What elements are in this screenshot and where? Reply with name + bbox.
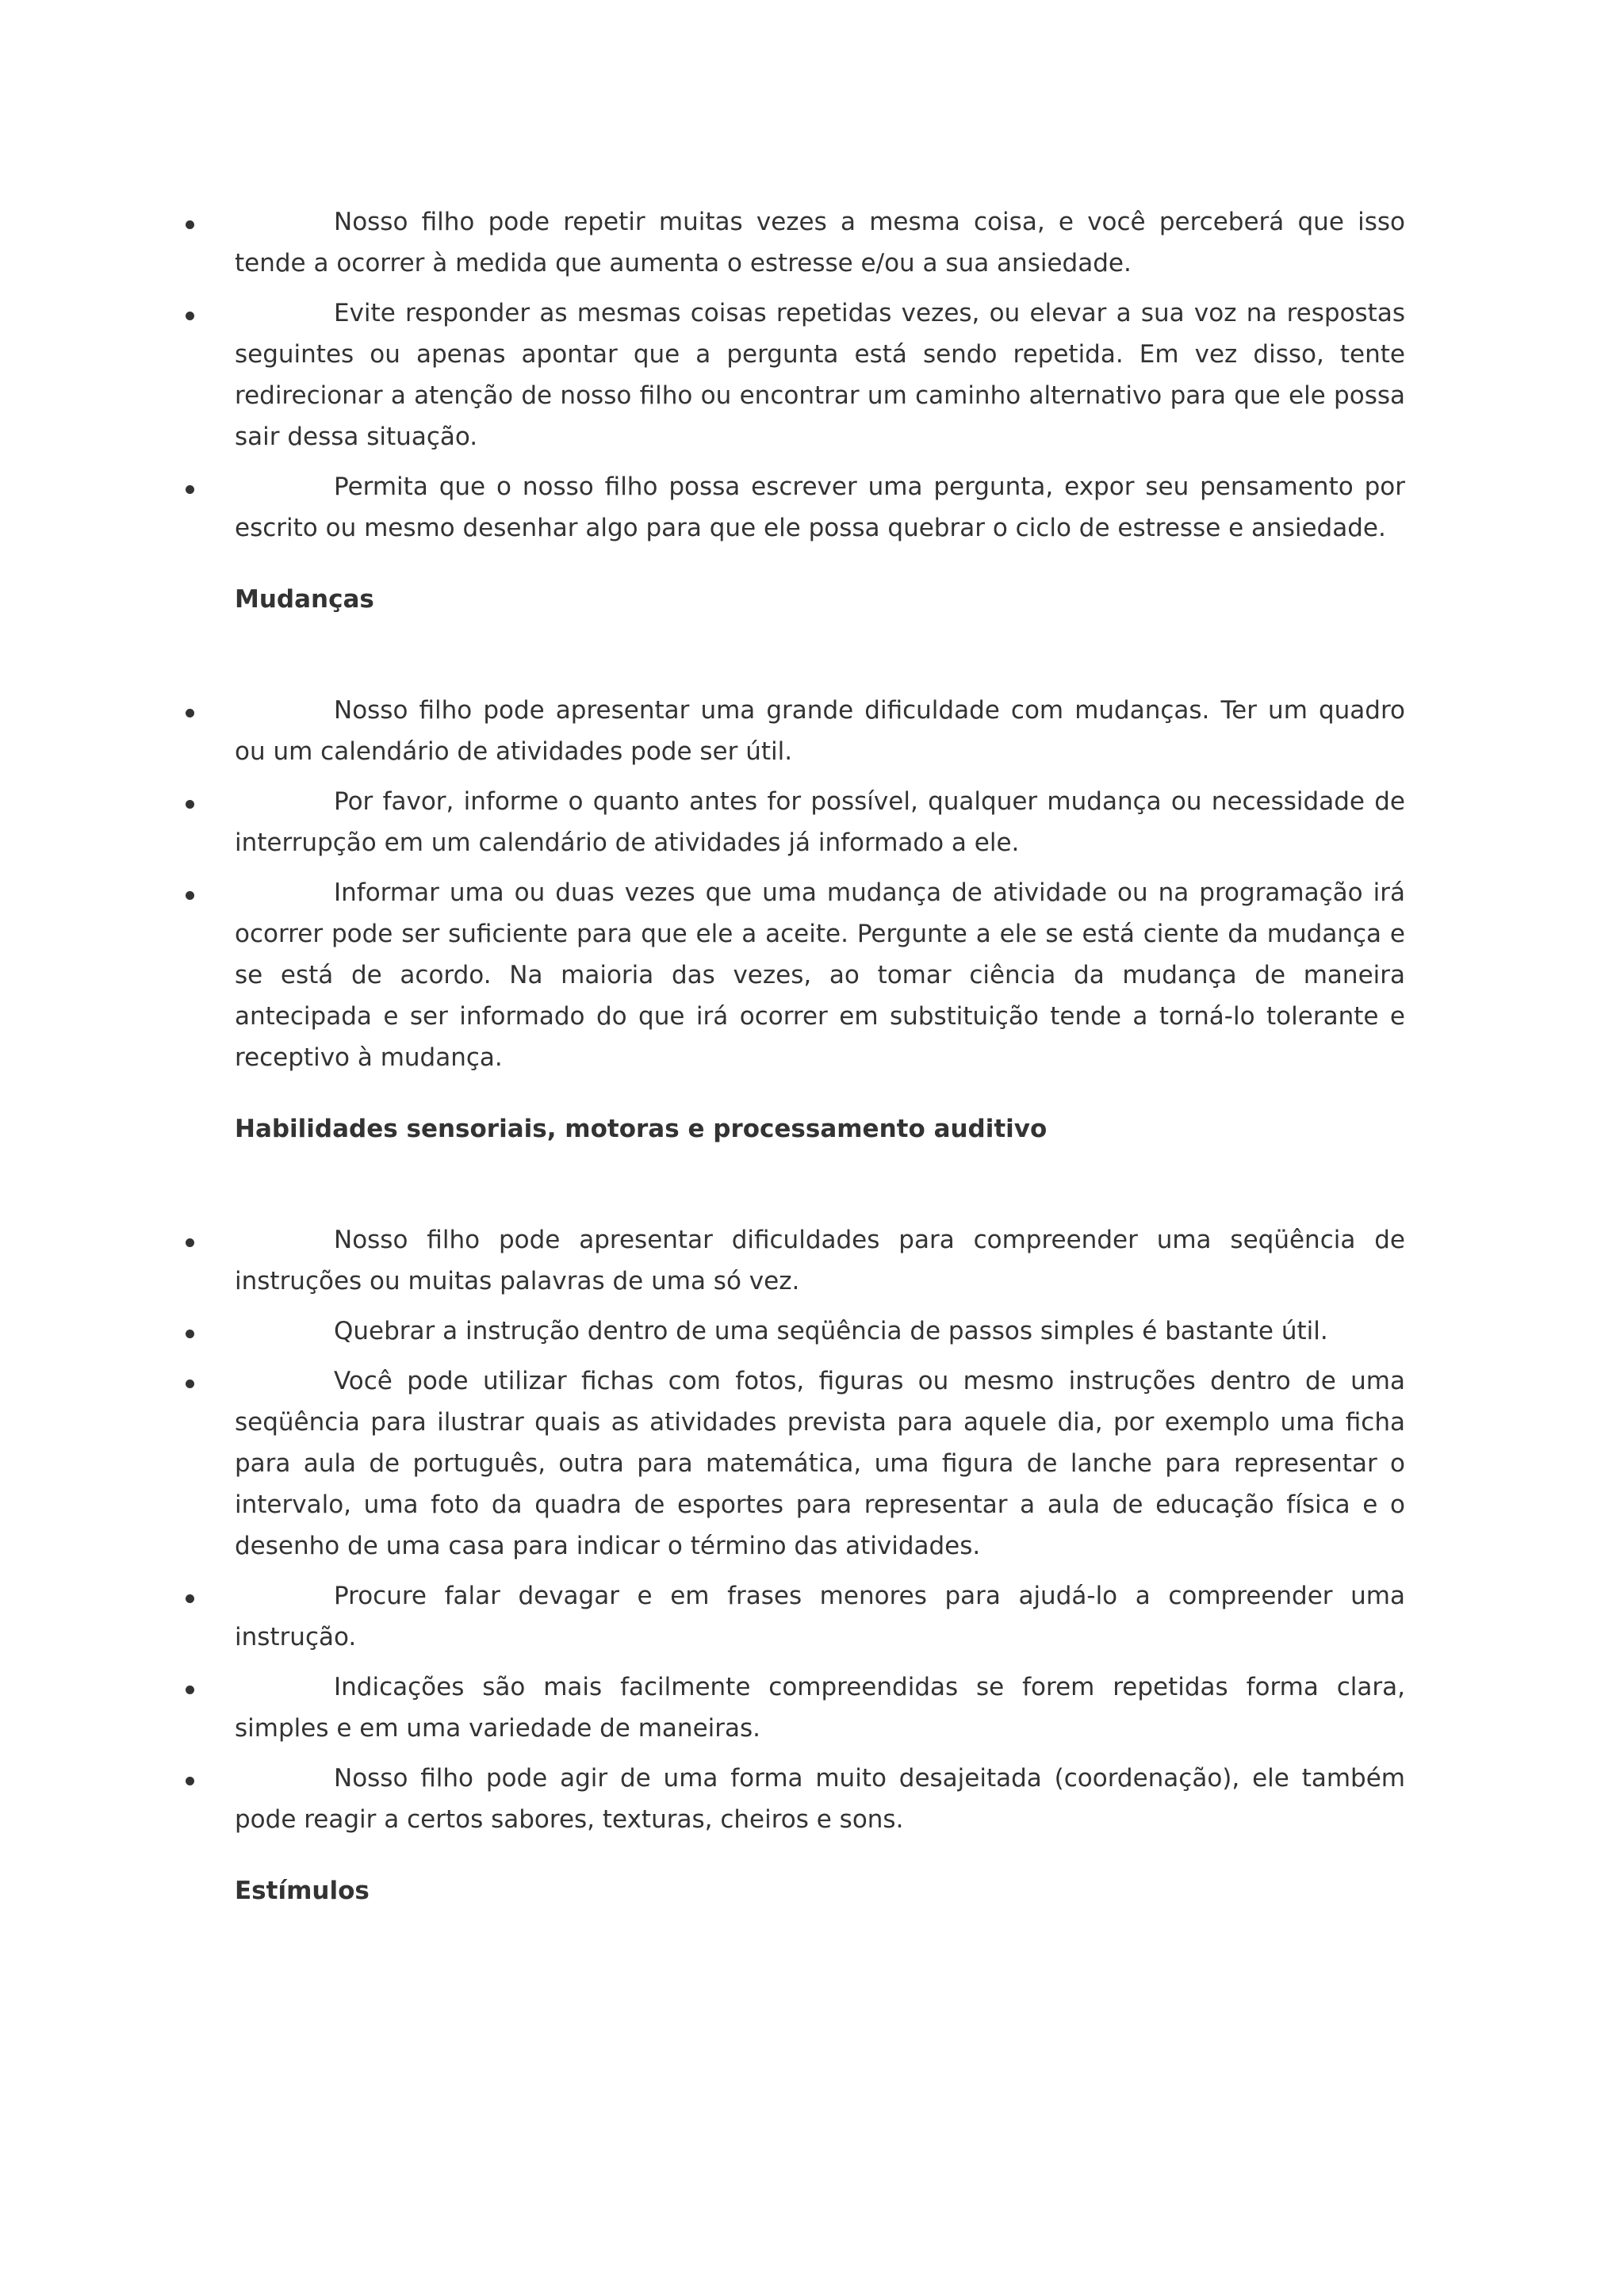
section-spacer <box>235 1150 1405 1219</box>
section-heading-mudancas: Mudanças <box>235 585 374 614</box>
list-item-text: Procure falar devagar e em frases menores para ajudá-lo a compreender uma instrução. <box>235 1582 1405 1651</box>
section-spacer <box>235 620 1405 690</box>
list-item <box>235 293 1405 457</box>
bullet-list-habilidades <box>235 1219 1405 1840</box>
list-item <box>235 1667 1405 1749</box>
bullet-list-mudancas <box>235 690 1405 1078</box>
list-item <box>235 1758 1405 1840</box>
list-item-text: Informar uma ou duas vezes que uma mudança de atividade ou na programação irá ocorrer pode ser suficiente para que ele a aceite. Pergunte a ele se está ciente da mudança e se está de acordo. Na maioria das vezes, ao tomar ciência da mudança de maneira antecipada e ser informado do que irá ocorrer em substituição tende a torná-lo tolerante e receptivo à mudança. <box>235 878 1405 1072</box>
list-item <box>235 1311 1405 1352</box>
list-item-text: Nosso filho pode apresentar dificuldades para compreender uma seqüência de instruções ou muitas palavras de uma só vez. <box>235 1226 1405 1295</box>
bullet-icon <box>186 891 194 900</box>
section-heading-estimulos: Estímulos <box>235 1877 370 1905</box>
list-item-text: Quebrar a instrução dentro de uma seqüência de passos simples é bastante útil. <box>334 1317 1328 1345</box>
list-item-text: Permita que o nosso filho possa escrever uma pergunta, expor seu pensamento por escrito ou mesmo desenhar algo para que ele possa quebrar o ciclo de estresse e ansiedade. <box>235 473 1405 542</box>
list-item-text: Por favor, informe o quanto antes for possível, qualquer mudança ou necessidade de interrupção em um calendário de atividades já informado a ele. <box>235 787 1405 857</box>
list-item-text: Nosso filho pode apresentar uma grande dificuldade com mudanças. Ter um quadro ou um calendário de atividades pode ser útil. <box>235 696 1405 766</box>
bullet-icon <box>186 1380 194 1388</box>
document-content <box>235 201 1405 1911</box>
bullet-list-intro <box>235 201 1405 549</box>
list-item-text: Nosso filho pode agir de uma forma muito desajeitada (coordenação), ele também pode reagir a certos sabores, texturas, cheiros e sons. <box>235 1764 1405 1834</box>
list-item <box>235 1575 1405 1658</box>
list-item <box>235 872 1405 1078</box>
list-item <box>235 781 1405 863</box>
bullet-icon <box>186 1330 194 1338</box>
list-item <box>235 201 1405 284</box>
bullet-icon <box>186 1238 194 1247</box>
bullet-icon <box>186 1686 194 1694</box>
bullet-icon <box>186 1594 194 1603</box>
bullet-icon <box>186 485 194 494</box>
list-item-text: Evite responder as mesmas coisas repetidas vezes, ou elevar a sua voz na respostas seguintes ou apenas apontar que a pergunta está sendo repetida. Em vez disso, tente redirecionar a atenção de nosso filho ou encontrar um caminho alternativo para que ele possa sair dessa situação. <box>235 299 1405 451</box>
bullet-icon <box>186 1777 194 1785</box>
list-item <box>235 1360 1405 1567</box>
list-item-text: Você pode utilizar fichas com fotos, figuras ou mesmo instruções dentro de uma seqüência para ilustrar quais as atividades prevista para aquele dia, por exemplo uma ficha para aula de português, outra para matemática, uma figura de lanche para representar o intervalo, uma foto da quadra de esportes para representar a aula de educação física e o desenho de uma casa para indicar o término das atividades. <box>235 1367 1405 1560</box>
bullet-icon <box>186 220 194 229</box>
list-item <box>235 466 1405 549</box>
list-item <box>235 1219 1405 1302</box>
list-item-text: Nosso filho pode repetir muitas vezes a mesma coisa, e você perceberá que isso tende a ocorrer à medida que aumenta o estresse e/ou a sua ansiedade. <box>235 208 1405 277</box>
bullet-icon <box>186 800 194 809</box>
bullet-icon <box>186 312 194 320</box>
bullet-icon <box>186 709 194 718</box>
list-item <box>235 690 1405 772</box>
section-heading-habilidades: Habilidades sensoriais, motoras e processamento auditivo <box>235 1115 1048 1143</box>
list-item-text: Indicações são mais facilmente compreendidas se forem repetidas forma clara, simples e em uma variedade de maneiras. <box>235 1673 1405 1743</box>
